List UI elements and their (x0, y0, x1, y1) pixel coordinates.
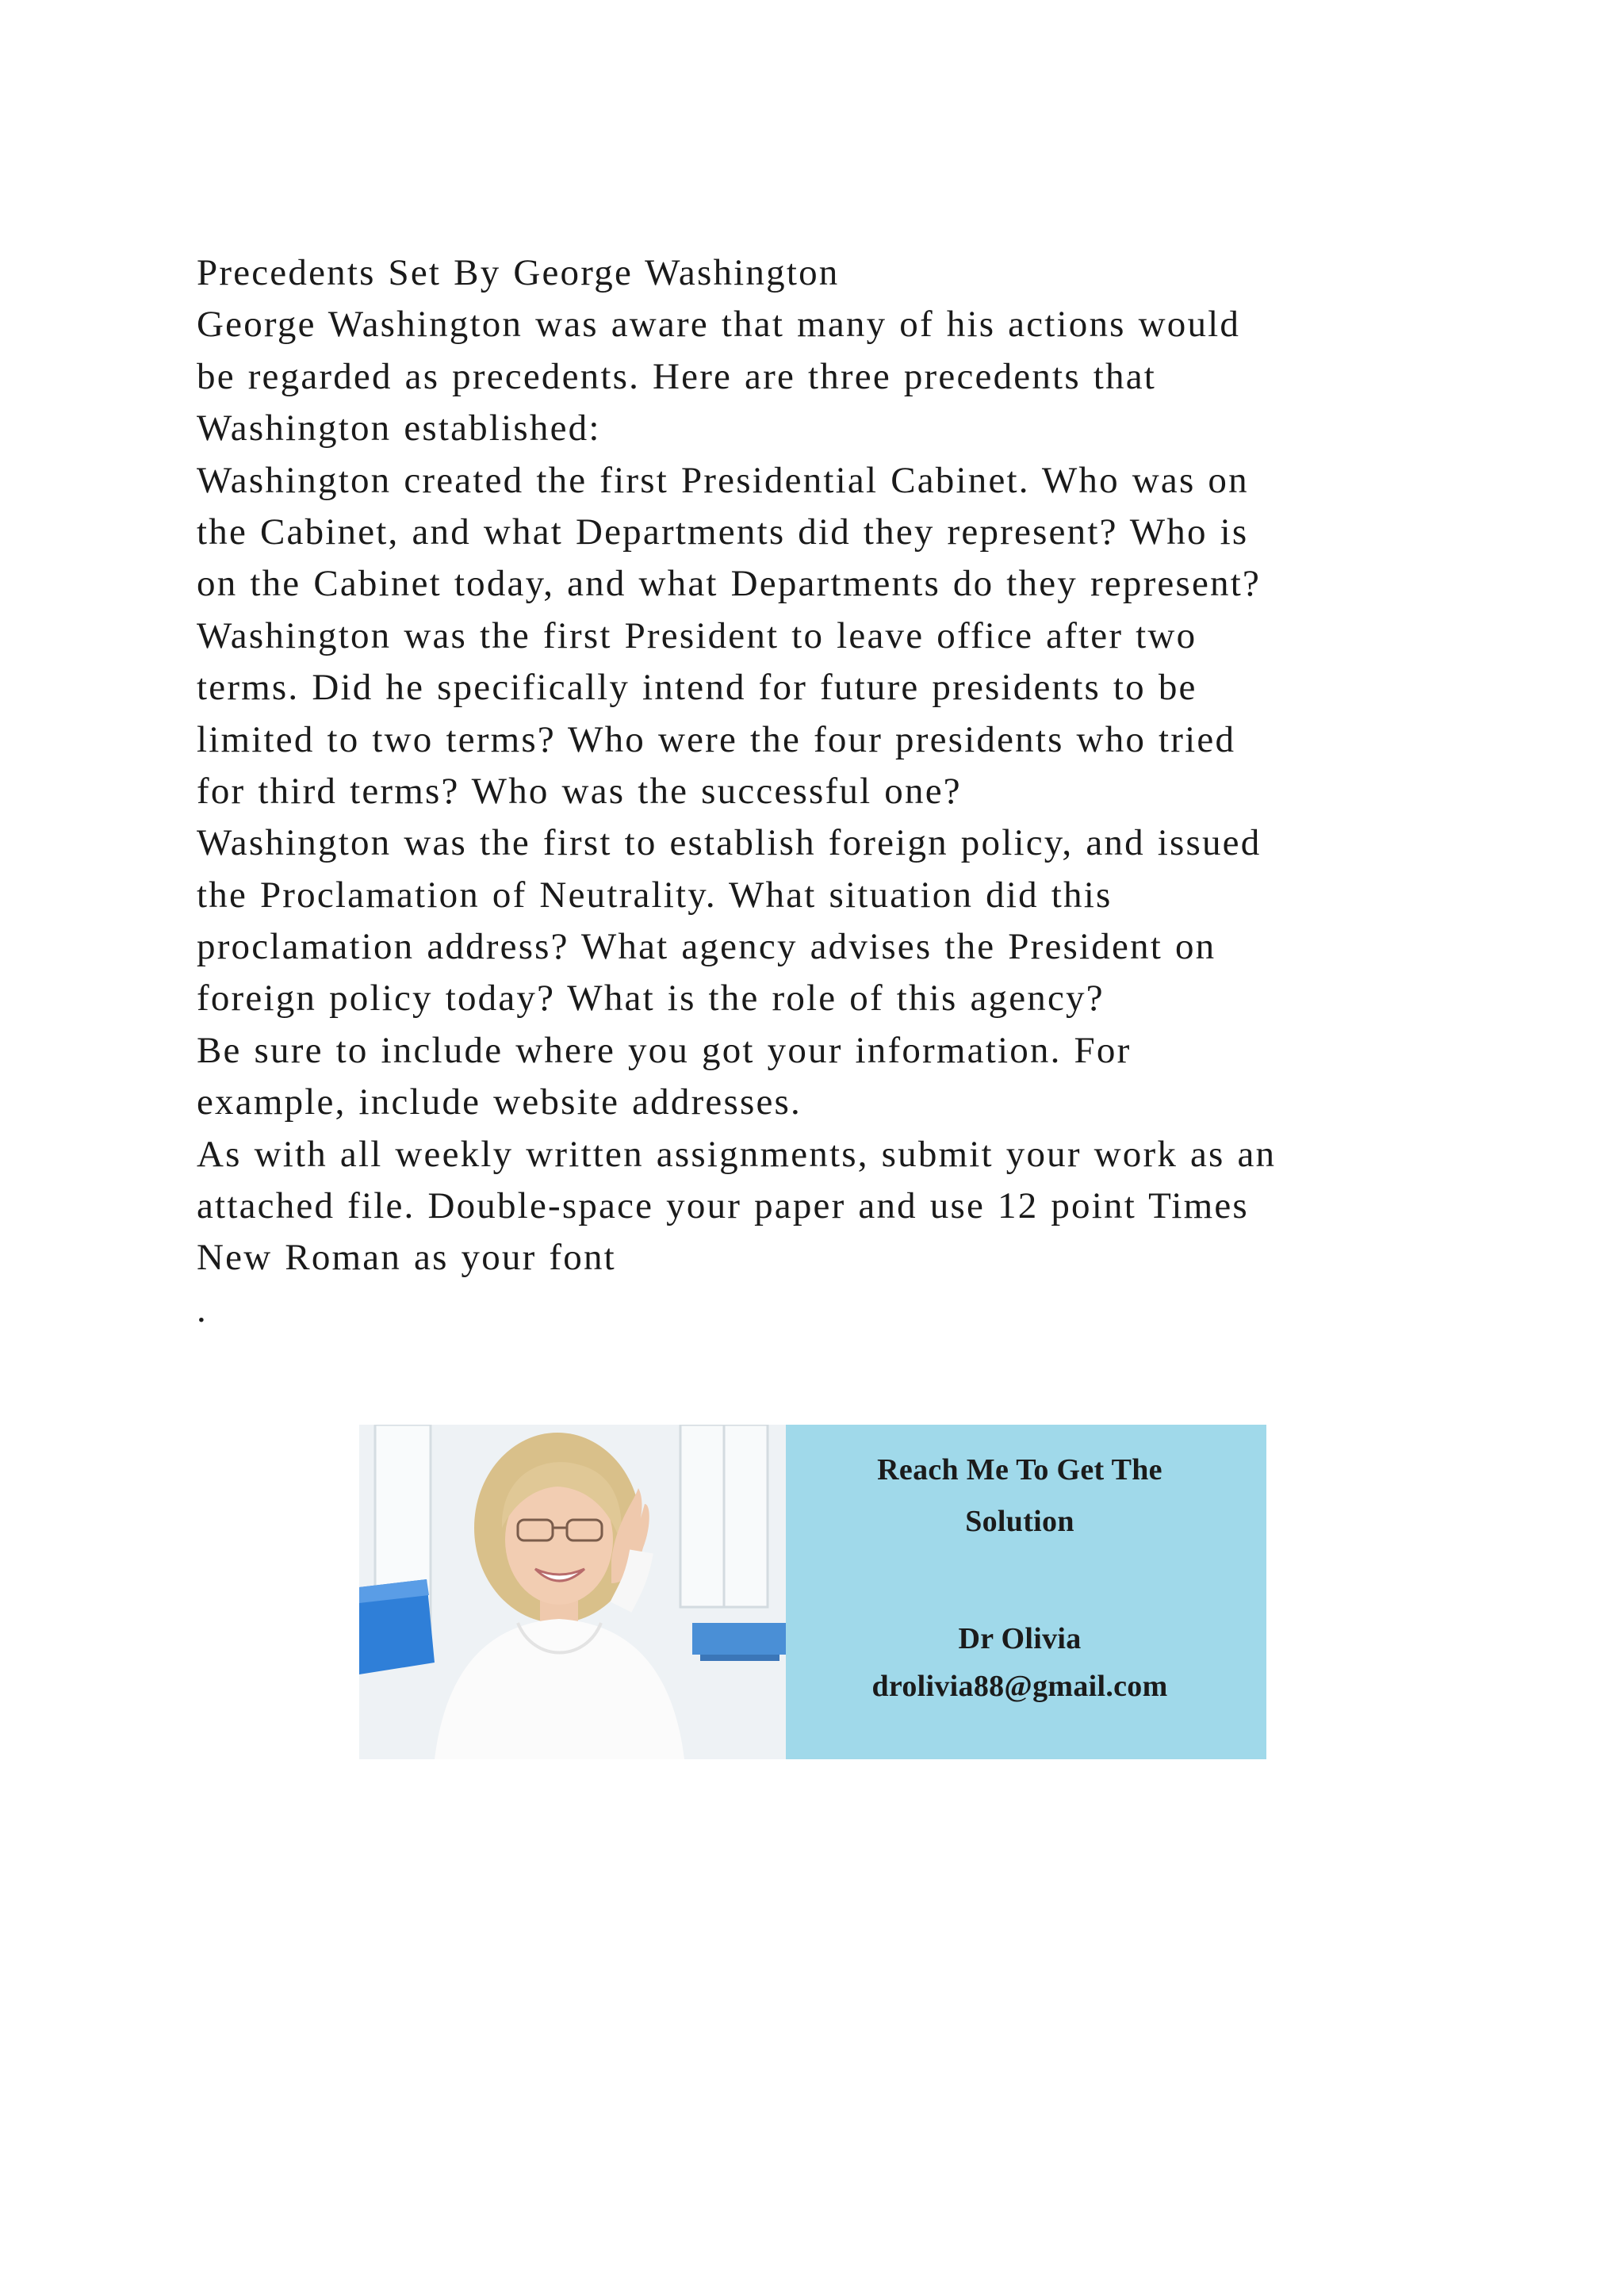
text-line: attached file. Double-space your paper and use 12 point Times (197, 1185, 1249, 1227)
document-title: Precedents Set By George Washington (197, 252, 840, 293)
text-line: on the Cabinet today, and what Departments do they represent? (197, 563, 1262, 605)
contact-email[interactable]: drolivia88@gmail.com (871, 1670, 1168, 1703)
text-line: Washington established: (197, 408, 601, 450)
text-line: foreign policy today? What is the role of this agency? (197, 978, 1105, 1020)
contact-panel (786, 1425, 1266, 1759)
text-line: Washington was the first President to leave office after two (197, 614, 1197, 656)
banner-heading-line-1: Reach Me To Get The (877, 1453, 1162, 1487)
text-line: example, include website addresses. (197, 1081, 802, 1123)
text-line: the Proclamation of Neutrality. What situation did this (197, 874, 1113, 916)
contact-name: Dr Olivia (958, 1622, 1082, 1655)
text-line: . (197, 1288, 208, 1330)
text-line: limited to two terms? Who were the four presidents who tried (197, 718, 1236, 760)
text-line: George Washington was aware that many of his actions would (197, 304, 1241, 346)
text-line: Washington was the first to establish foreign policy, and issued (197, 822, 1262, 864)
text-line: terms. Did he specifically intend for future presidents to be (197, 667, 1197, 709)
contact-banner (359, 1425, 1266, 1759)
woman-photo-illustration (359, 1425, 786, 1759)
text-line: As with all weekly written assignments, submit your work as an (197, 1133, 1277, 1175)
banner-heading-line-2: Solution (965, 1505, 1074, 1538)
text-line: New Roman as your font (197, 1237, 616, 1279)
text-line: Be sure to include where you got your information. For (197, 1029, 1132, 1071)
text-line: Washington created the first Presidential Cabinet. Who was on (197, 459, 1249, 501)
text-line: for third terms? Who was the successful one? (197, 770, 962, 812)
text-line: proclamation address? What agency advises the President on (197, 926, 1216, 968)
text-line: be regarded as precedents. Here are three precedents that (197, 355, 1157, 397)
document-body (197, 247, 1434, 1336)
text-line: the Cabinet, and what Departments did they represent? Who is (197, 511, 1249, 553)
woman-photo (359, 1425, 786, 1759)
